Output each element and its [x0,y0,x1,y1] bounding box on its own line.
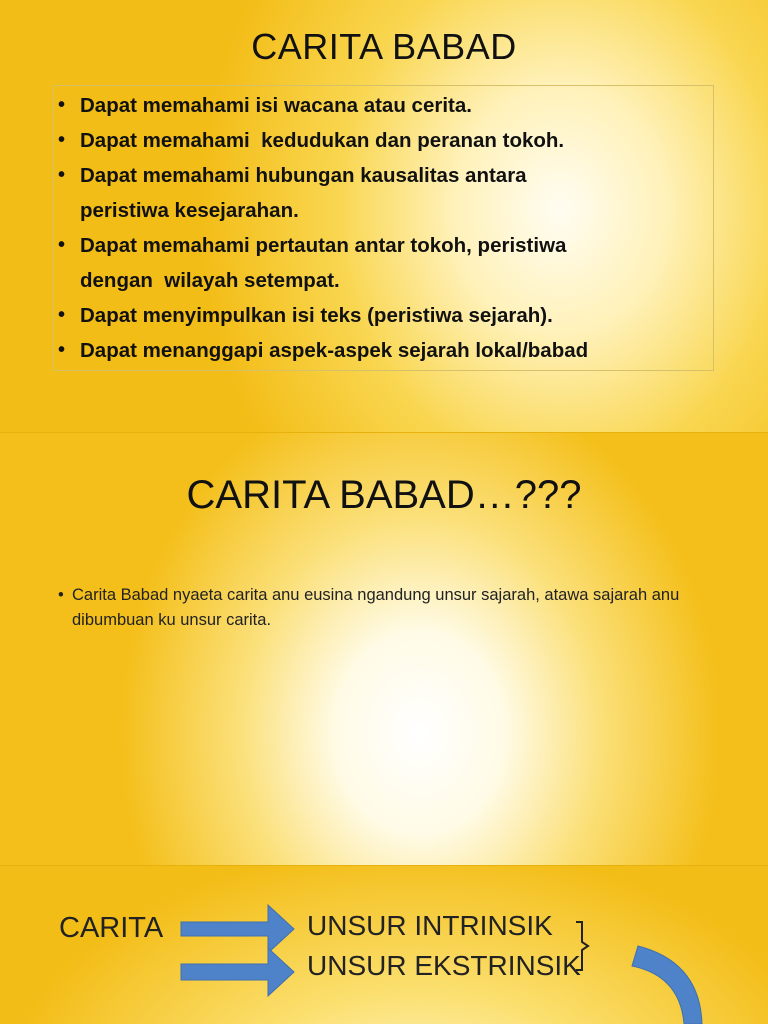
slide-1-title: CARITA BABAD [251,26,517,67]
objectives-box [53,85,714,371]
slide-2 [0,433,768,865]
list-item: • Dapat memahami isi wacana atau cerita. [54,88,713,123]
right-arrow-icon [181,905,294,953]
unsur-ekstrinsik-label: UNSUR EKSTRINSIK [307,950,581,981]
definition-paragraph: • Carita Babad nyaeta carita anu eusina ngandung unsur sajarah, atawa sajarah anu dibumbuan ku unsur carita. [58,583,718,633]
bullet-icon: • [58,164,66,186]
list-item-continuation: dengan wilayah setempat. [80,269,340,292]
bullet-icon: • [58,339,66,361]
carita-label: CARITA [59,912,164,944]
right-arrow-icon [181,948,294,996]
bullet-icon: • [58,234,66,256]
bullet-icon: • [58,94,66,116]
list-item: • Dapat memahami pertautan antar tokoh, peristiwa [54,228,713,263]
unsur-intrinsik-label: UNSUR INTRINSIK [307,910,553,941]
slide-1 [0,0,768,432]
list-item: • Dapat memahami kedudukan dan peranan tokoh. [54,123,713,158]
list-item: • Dapat memahami hubungan kausalitas antara [54,158,713,193]
slide-2-title: CARITA BABAD…??? [186,473,582,517]
list-item: • Dapat menyimpulkan isi teks (peristiwa sejarah). [54,298,713,333]
list-item-continuation: peristiwa kesejarahan. [80,199,299,222]
slide-3 [0,866,768,1024]
bullet-icon: • [58,129,66,151]
objectives-list [54,86,713,368]
bullet-icon: • [58,586,64,604]
curved-arrow-icon [632,946,702,1024]
bullet-icon: • [58,304,66,326]
list-item: • Dapat menanggapi aspek-aspek sejarah lokal/babad [54,333,713,368]
diagram-graphics [0,866,768,1024]
